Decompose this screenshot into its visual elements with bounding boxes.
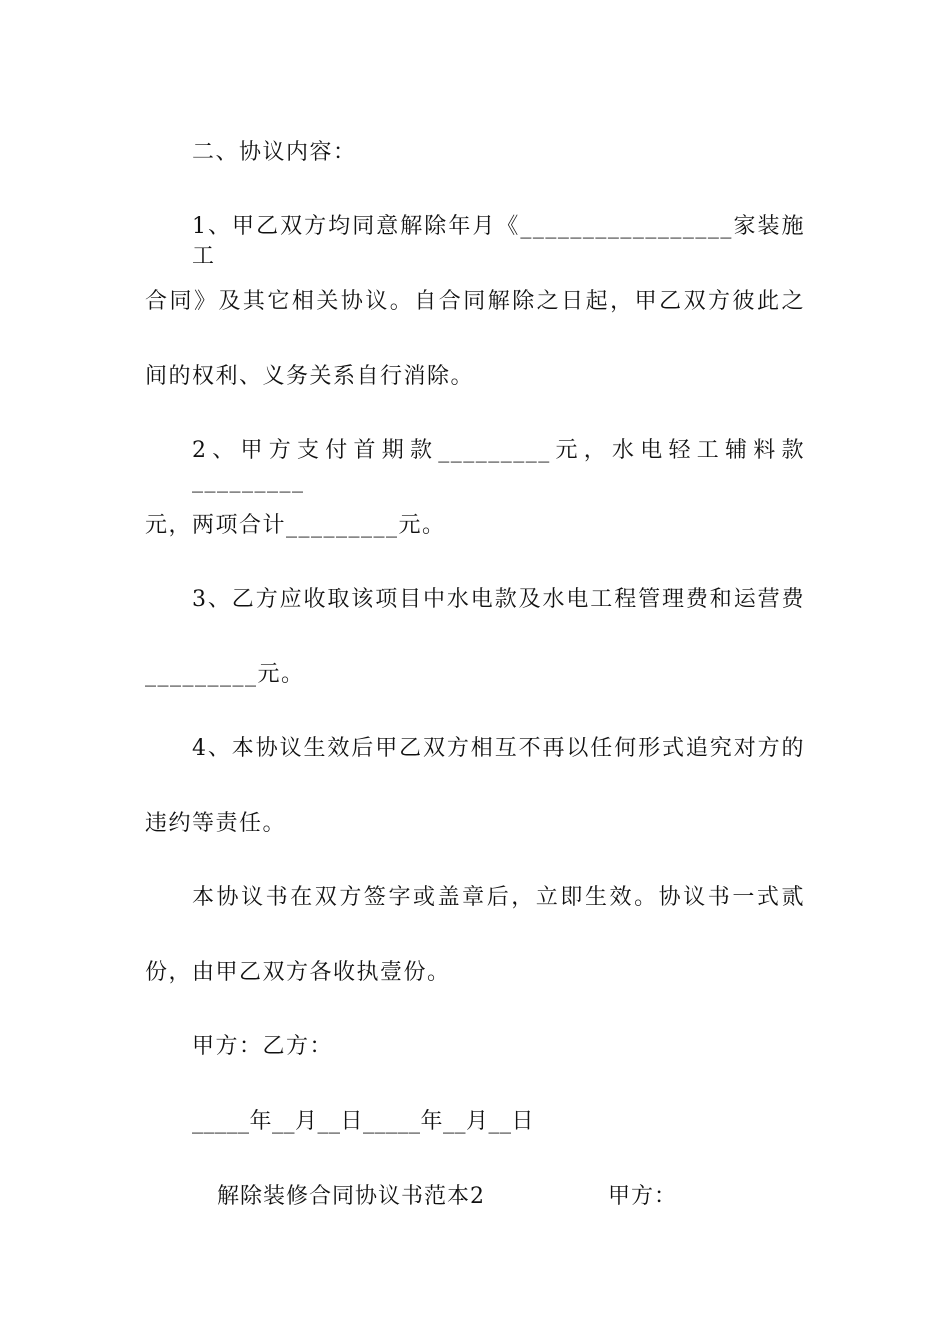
section-heading: 二、协议内容： xyxy=(192,140,357,165)
effect-line-2: 份，由甲乙双方各收执壹份。 xyxy=(145,960,451,985)
clause-1-line-2: 合同》及其它相关协议。自合同解除之日起，甲乙双方彼此之 xyxy=(145,289,805,314)
clause-3-line-2: _________元。 xyxy=(145,662,305,687)
clause-2-line-2: 元，两项合计_________元。 xyxy=(145,513,446,538)
party-signature-labels: 甲方：乙方： xyxy=(192,1034,334,1059)
effect-line-1: 本协议书在双方签字或盖章后，立即生效。协议书一式贰 xyxy=(192,885,805,910)
next-document-title: 解除装修合同协议书范本2 xyxy=(217,1184,485,1209)
clause-1-line-1: 1、甲乙双方均同意解除年月《_________________家装施工 xyxy=(192,214,805,269)
date-signature-line: _____年__月__日_____年__月__日 xyxy=(192,1109,535,1134)
clause-1-line-3: 间的权利、义务关系自行消除。 xyxy=(145,364,475,389)
clause-3-line-1: 3、乙方应收取该项目中水电款及水电工程管理费和运营费 xyxy=(192,587,805,612)
next-document-party-label: 甲方： xyxy=(608,1184,678,1209)
clause-2-line-1: 2、甲方支付首期款_________元，水电轻工辅料款_________ xyxy=(192,438,805,493)
clause-4-line-2: 违约等责任。 xyxy=(145,811,287,836)
clause-4-line-1: 4、本协议生效后甲乙双方相互不再以任何形式追究对方的 xyxy=(192,736,805,761)
